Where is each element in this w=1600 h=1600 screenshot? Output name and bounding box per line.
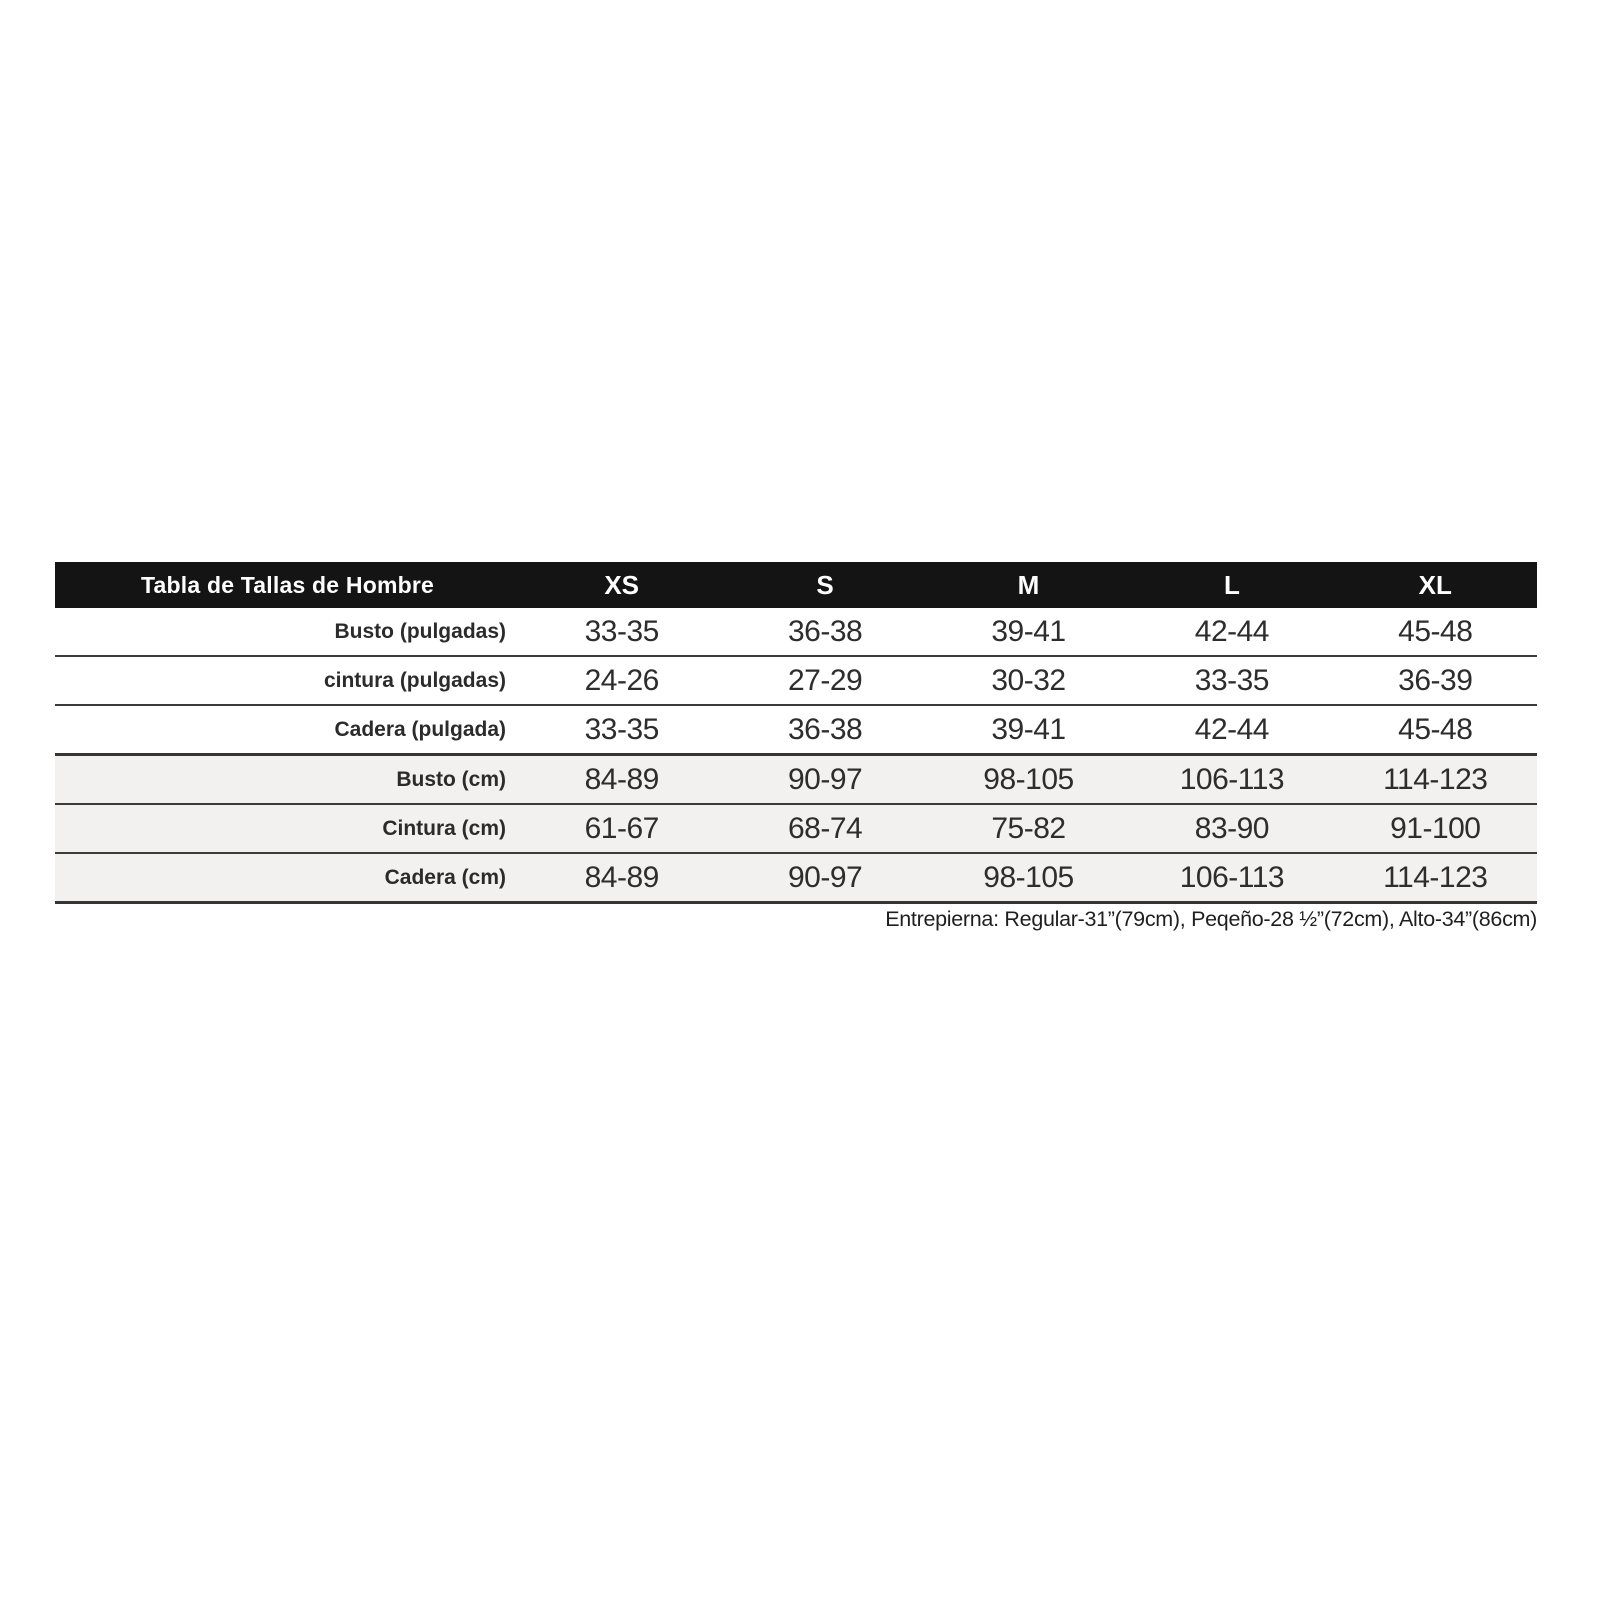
table-row-cadera-pulgada xyxy=(55,706,1537,756)
table-cell: 42-44 xyxy=(1194,712,1269,746)
column-header-m: M xyxy=(1017,569,1040,600)
table-row-busto-cm xyxy=(55,756,1537,805)
table-cell: 91-100 xyxy=(1390,811,1481,845)
table-cell: 42-44 xyxy=(1194,614,1269,648)
table-cell: 45-48 xyxy=(1398,614,1473,648)
table-row-cintura-pulgadas xyxy=(55,657,1537,706)
table-cell: 39-41 xyxy=(991,712,1066,746)
table-row-cintura-cm xyxy=(55,805,1537,854)
table-cell: 90-97 xyxy=(787,762,863,796)
table-cell: 27-29 xyxy=(787,663,863,697)
table-cell: 106-113 xyxy=(1179,762,1285,796)
column-header-xl: XL xyxy=(1418,569,1452,600)
table-cell: 106-113 xyxy=(1179,860,1285,894)
column-header-l: L xyxy=(1223,569,1240,600)
table-cell: 33-35 xyxy=(584,712,659,746)
row-label: Cadera (pulgada) xyxy=(334,717,506,741)
table-cell: 36-39 xyxy=(1398,663,1473,697)
column-header-xs: XS xyxy=(604,569,640,600)
row-label: cintura (pulgadas) xyxy=(323,668,506,692)
table-cell: 30-32 xyxy=(991,663,1066,697)
table-title: Tabla de Tallas de Hombre xyxy=(140,571,434,598)
table-cell: 33-35 xyxy=(1194,663,1269,697)
table-cell: 98-105 xyxy=(983,860,1074,894)
entrepierna-footnote: Entrepierna: Regular-31”(79cm), Peqeño-28 ½”(72cm), Alto-34”(86cm) xyxy=(885,907,1537,931)
table-cell: 33-35 xyxy=(584,614,659,648)
table-cell: 84-89 xyxy=(584,762,659,796)
table-cell: 39-41 xyxy=(991,614,1066,648)
table-cell: 114-123 xyxy=(1383,762,1488,796)
size-chart-table xyxy=(55,562,1537,932)
row-label: Cadera (cm) xyxy=(384,865,506,889)
column-header-s: S xyxy=(816,569,834,600)
row-label: Busto (cm) xyxy=(396,767,506,791)
table-cell: 61-67 xyxy=(584,811,659,845)
table-cell: 84-89 xyxy=(584,860,659,894)
row-label: Cintura (cm) xyxy=(382,816,506,840)
table-cell: 24-26 xyxy=(584,663,659,697)
table-cell: 98-105 xyxy=(983,762,1074,796)
row-label: Busto (pulgadas) xyxy=(334,619,506,643)
table-cell: 90-97 xyxy=(787,860,863,894)
table-cell: 75-82 xyxy=(991,811,1066,845)
table-cell: 68-74 xyxy=(787,811,863,845)
table-cell: 83-90 xyxy=(1194,811,1269,845)
table-row-cadera-cm xyxy=(55,854,1537,904)
table-cell: 45-48 xyxy=(1398,712,1473,746)
table-row-busto-pulgadas xyxy=(55,608,1537,657)
table-header-row xyxy=(55,562,1537,608)
table-cell: 114-123 xyxy=(1383,860,1488,894)
table-cell: 36-38 xyxy=(787,614,863,648)
table-cell: 36-38 xyxy=(787,712,863,746)
